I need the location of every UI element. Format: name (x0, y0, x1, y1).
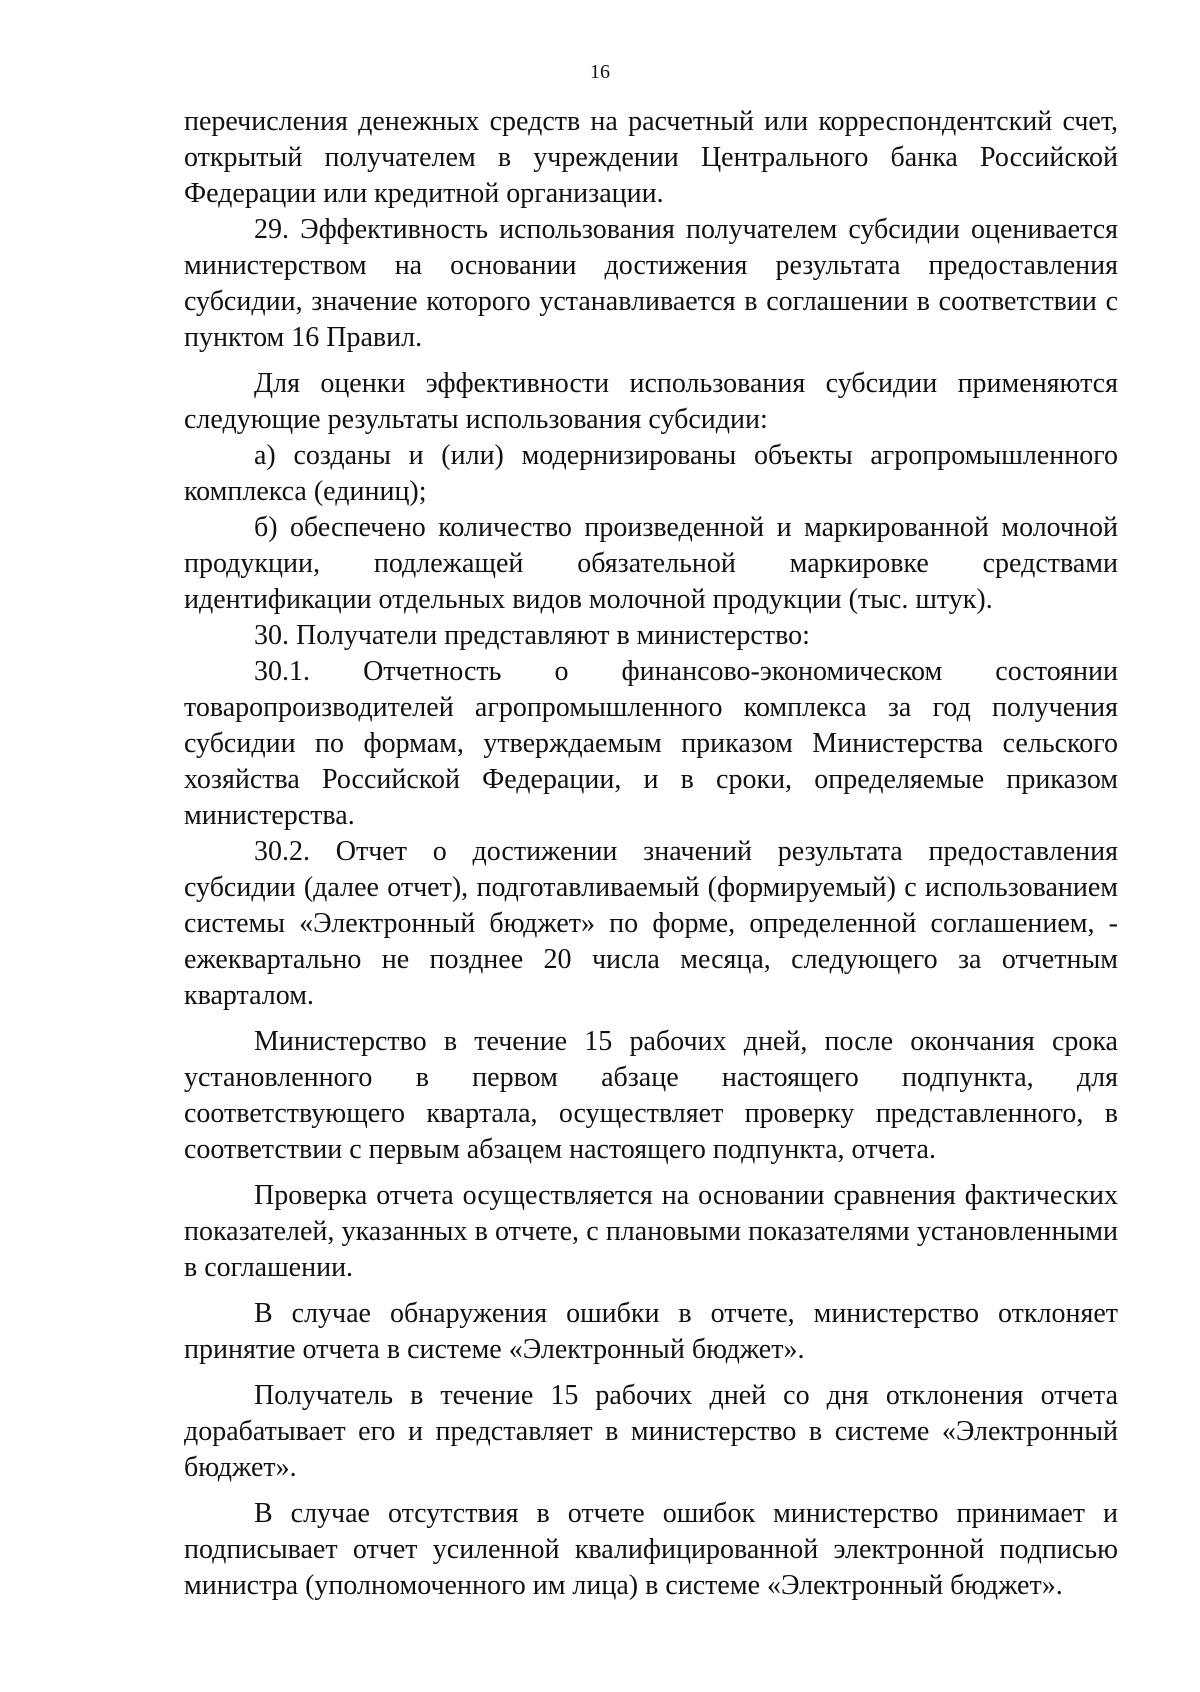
document-body (184, 104, 1118, 1604)
paragraph-continuation: перечисления денежных средств на расчетный или корреспондентский счет, открытый получателем в учреждении Центрального банка Российской Федерации или кредитной организации. (184, 106, 1118, 209)
paragraph-30: 30. Получатели представляют в министерство: (254, 620, 810, 651)
paragraph-report-verification: Проверка отчета осуществляется на основании сравнения фактических показателей, указанных в отчете, с плановыми показателями установленными в соглашении. (184, 1180, 1118, 1283)
paragraph-item-a: а) созданы и (или) модернизированы объекты агропромышленного комплекса (единиц); (184, 440, 1118, 507)
paragraph-error-rejection: В случае обнаружения ошибки в отчете, министерство отклоняет принятие отчета в системе «Электронный бюджет». (184, 1298, 1118, 1365)
paragraph-30-2: 30.2. Отчет о достижении значений результата предоставления субсидии (далее отчет), подготавливаемый (формируемый) с использованием системы «Электронный бюджет» по форме, определенной соглашением, - ежеквартально не позднее 20 числа месяца, следующего за отчетным кварталом. (184, 836, 1118, 1011)
page-number: 16 (590, 61, 610, 83)
paragraph-29: 29. Эффективность использования получателем субсидии оценивается министерством на основании достижения результата предоставления субсидии, значение которого устанавливается в соглашении в соответствии с пунктом 16 Правил. (184, 214, 1118, 353)
paragraph-30-1: 30.1. Отчетность о финансово-экономическом состоянии товаропроизводителей агропромышленного комплекса за год получения субсидии по формам, утверждаемым приказом Министерства сельского хозяйства Российской Федерации, и в сроки, определяемые приказом министерства. (184, 656, 1118, 831)
paragraph-item-b: б) обеспечено количество произведенной и маркированной молочной продукции, подлежащей обязательной маркировке средствами идентификации отдельных видов молочной продукции (тыс. штук). (184, 512, 1118, 615)
paragraph-ministry-check: Министерство в течение 15 рабочих дней, после окончания срока установленного в первом абзаце настоящего подпункта, для соответствующего квартала, осуществляет проверку представленного, в соответствии с первым абзацем настоящего подпункта, отчета. (184, 1026, 1118, 1165)
paragraph-recipient-revision: Получатель в течение 15 рабочих дней со дня отклонения отчета дорабатывает его и представляет в министерство в системе «Электронный бюджет». (184, 1380, 1118, 1483)
paragraph-report-acceptance: В случае отсутствия в отчете ошибок министерство принимает и подписывает отчет усиленной квалифицированной электронной подписью министра (уполномоченного им лица) в системе «Электронный бюджет». (184, 1498, 1118, 1601)
paragraph-results-intro: Для оценки эффективности использования субсидии применяются следующие результаты использования субсидии: (184, 368, 1118, 435)
